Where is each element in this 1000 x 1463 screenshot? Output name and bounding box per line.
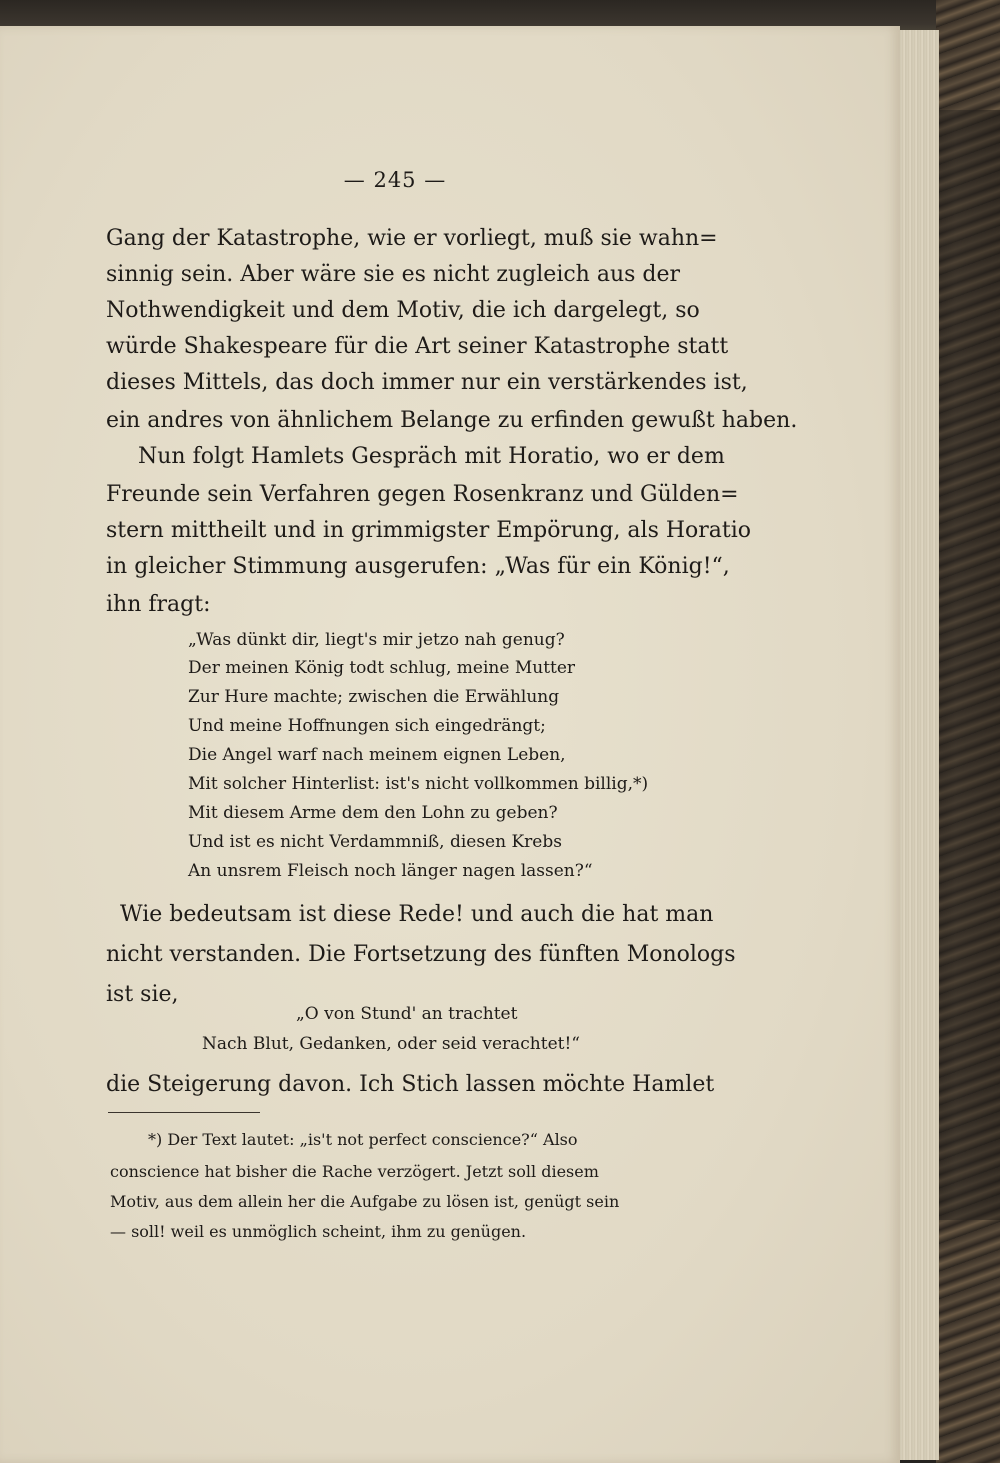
body-line: nicht verstanden. Die Fortsetzung des fünften Monologs (106, 942, 736, 967)
body-line: in gleicher Stimmung ausgerufen: „Was für ein König!“, (106, 554, 730, 579)
footnote-line: *) Der Text lautet: „is't not perfect conscience?“ Also (148, 1130, 578, 1149)
page-number: — 245 — (343, 168, 447, 192)
body-line: stern mittheilt und in grimmigster Empörung, als Horatio (106, 518, 752, 543)
verse-line: Zur Hure machte; zwischen die Erwählung (188, 687, 560, 707)
verse-line: Und meine Hoffnungen sich eingedrängt; (188, 716, 546, 736)
footnote-rule (108, 1112, 260, 1113)
verse-line: „Was dünkt dir, liegt's mir jetzo nah genug? (188, 630, 565, 650)
verse-line: Mit solcher Hinterlist: ist's nicht vollkommen billig,*) (188, 774, 649, 794)
body-line: dieses Mittels, das doch immer nur ein verstärkendes ist, (106, 370, 748, 395)
footnote-line: — soll! weil es unmöglich scheint, ihm zu genügen. (110, 1222, 527, 1241)
footnote-line: Motiv, aus dem allein her die Aufgabe zu lösen ist, genügt sein (110, 1192, 620, 1211)
body-line: sinnig sein. Aber wäre sie es nicht zugleich aus der (106, 262, 681, 287)
quote-line: „O von Stund' an trachtet (296, 1004, 518, 1024)
cover-shadow (936, 110, 1000, 1220)
body-line: Freunde sein Verfahren gegen Rosenkranz und Gülden= (106, 482, 739, 507)
body-line: Wie bedeutsam ist diese Rede! und auch die hat man (120, 902, 714, 927)
body-line: ihn fragt: (106, 592, 211, 617)
quote-line: Nach Blut, Gedanken, oder seid verachtet!“ (202, 1034, 580, 1054)
body-line: die Steigerung davon. Ich Stich lassen möchte Hamlet (106, 1072, 715, 1097)
body-line: Gang der Katastrophe, wie er vorliegt, muß sie wahn= (106, 226, 718, 251)
body-line: ein andres von ähnlichem Belange zu erfinden gewußt haben. (106, 408, 798, 433)
verse-line: Die Angel warf nach meinem eignen Leben, (188, 745, 566, 765)
verse-line: An unsrem Fleisch noch länger nagen lassen?“ (188, 861, 593, 881)
body-line: ist sie, (106, 982, 179, 1007)
verse-line: Und ist es nicht Verdammniß, diesen Krebs (188, 832, 562, 852)
verse-line: Der meinen König todt schlug, meine Mutter (188, 658, 576, 678)
body-line: Nothwendigkeit und dem Motiv, die ich dargelegt, so (106, 298, 700, 323)
verse-line: Mit diesem Arme dem den Lohn zu geben? (188, 803, 558, 823)
body-line: Nun folgt Hamlets Gespräch mit Horatio, wo er dem (138, 444, 725, 469)
footnote-line: conscience hat bisher die Rache verzögert. Jetzt soll diesem (110, 1162, 599, 1181)
body-line: würde Shakespeare für die Art seiner Katastrophe statt (106, 334, 729, 359)
